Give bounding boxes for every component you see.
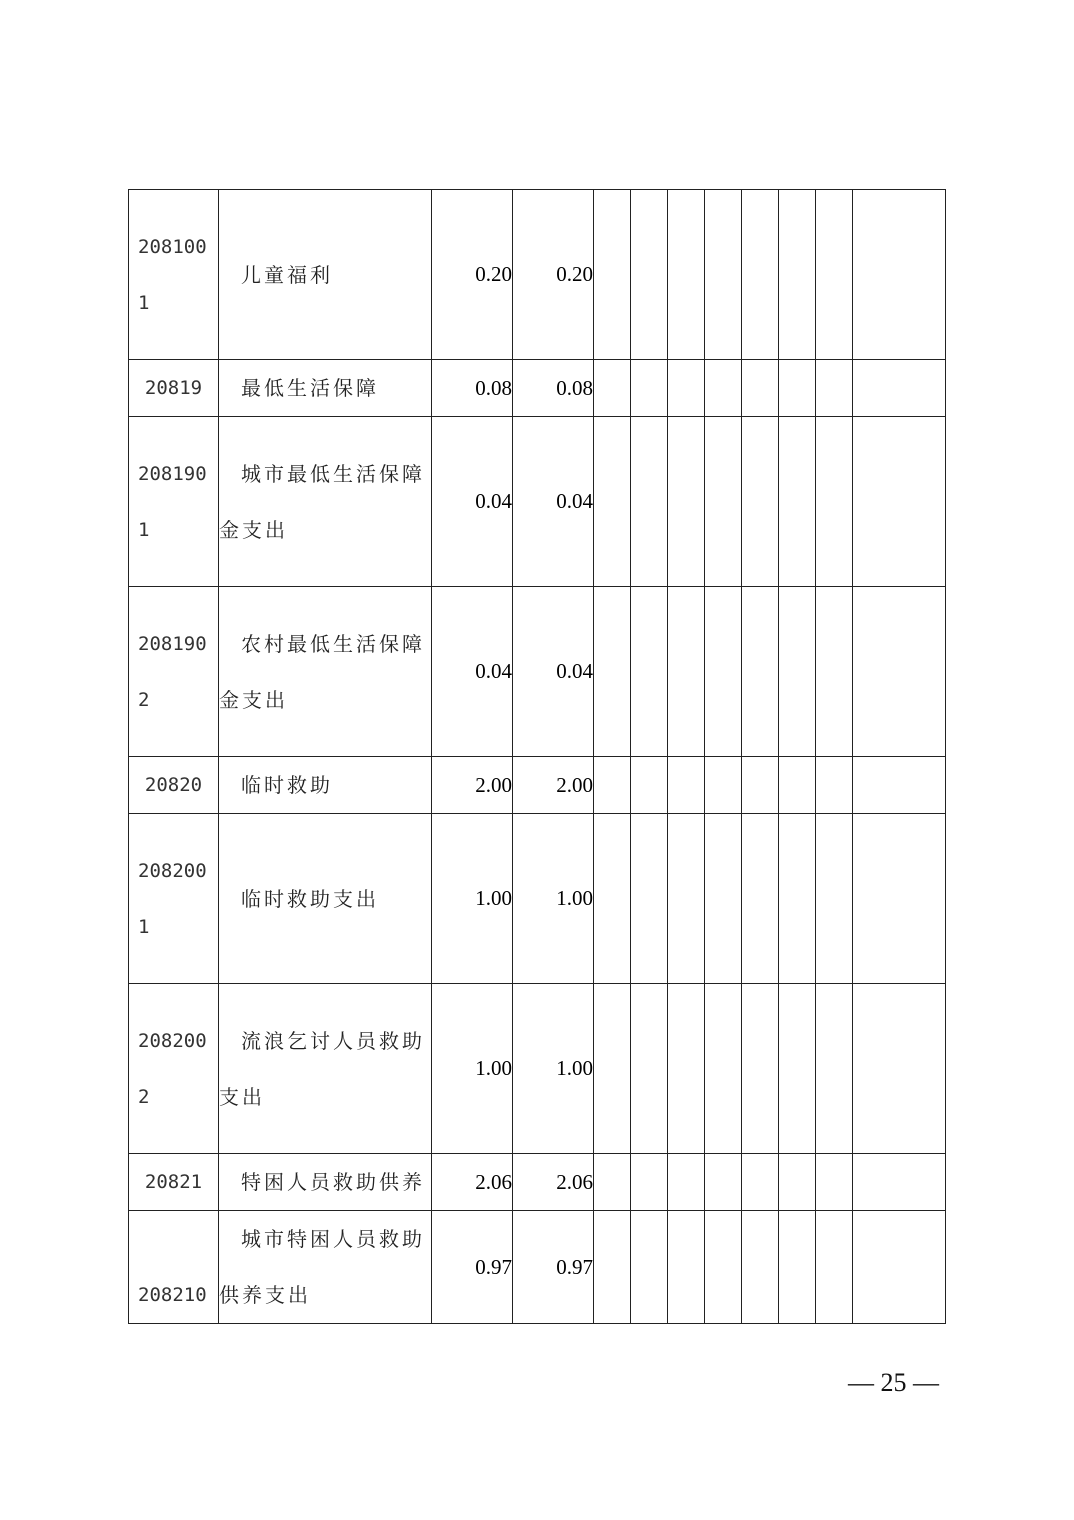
empty-cell — [853, 984, 946, 1154]
amount-basic: 0.04 — [513, 417, 594, 587]
empty-cell — [705, 984, 742, 1154]
empty-cell — [816, 1154, 853, 1211]
empty-cell — [631, 1154, 668, 1211]
empty-cell — [816, 814, 853, 984]
empty-cell — [853, 360, 946, 417]
empty-cell — [853, 757, 946, 814]
amount-total: 0.97 — [432, 1211, 513, 1324]
table-row — [129, 757, 946, 814]
empty-cell — [631, 417, 668, 587]
empty-cell — [594, 1154, 631, 1211]
empty-cell — [779, 757, 816, 814]
empty-cell — [705, 417, 742, 587]
empty-cell — [631, 190, 668, 360]
empty-cell — [668, 814, 705, 984]
subject-name: 儿童福利 — [219, 190, 432, 360]
empty-cell — [705, 190, 742, 360]
table-row — [129, 814, 946, 984]
amount-basic: 2.06 — [513, 1154, 594, 1211]
empty-cell — [594, 984, 631, 1154]
amount-basic: 0.20 — [513, 190, 594, 360]
empty-cell — [742, 190, 779, 360]
empty-cell — [668, 1211, 705, 1324]
amount-total: 2.00 — [432, 757, 513, 814]
subject-name: 城市特困人员救助供养支出 — [219, 1211, 432, 1324]
empty-cell — [853, 587, 946, 757]
empty-cell — [668, 587, 705, 757]
subject-code: 2082002 — [129, 984, 219, 1154]
empty-cell — [705, 1154, 742, 1211]
empty-cell — [779, 360, 816, 417]
table-row — [129, 1211, 946, 1324]
empty-cell — [816, 1211, 853, 1324]
amount-basic: 1.00 — [513, 984, 594, 1154]
amount-total: 0.08 — [432, 360, 513, 417]
amount-total: 1.00 — [432, 984, 513, 1154]
amount-basic: 0.04 — [513, 587, 594, 757]
empty-cell — [631, 757, 668, 814]
empty-cell — [816, 757, 853, 814]
empty-cell — [594, 190, 631, 360]
empty-cell — [668, 417, 705, 587]
table-row — [129, 360, 946, 417]
empty-cell — [853, 190, 946, 360]
subject-name: 城市最低生活保障金支出 — [219, 417, 432, 587]
empty-cell — [668, 757, 705, 814]
empty-cell — [594, 814, 631, 984]
table-row — [129, 190, 946, 360]
empty-cell — [742, 984, 779, 1154]
amount-basic: 1.00 — [513, 814, 594, 984]
empty-cell — [816, 417, 853, 587]
empty-cell — [631, 587, 668, 757]
subject-code: 20819 — [129, 360, 219, 417]
subject-name: 特困人员救助供养 — [219, 1154, 432, 1211]
budget-table — [128, 189, 946, 1324]
empty-cell — [594, 1211, 631, 1324]
empty-cell — [594, 360, 631, 417]
subject-name: 流浪乞讨人员救助支出 — [219, 984, 432, 1154]
empty-cell — [742, 757, 779, 814]
empty-cell — [816, 587, 853, 757]
empty-cell — [779, 417, 816, 587]
empty-cell — [853, 417, 946, 587]
table-row — [129, 587, 946, 757]
subject-name: 临时救助 — [219, 757, 432, 814]
empty-cell — [853, 1154, 946, 1211]
empty-cell — [779, 190, 816, 360]
subject-code: 20820 — [129, 757, 219, 814]
empty-cell — [668, 984, 705, 1154]
subject-name: 最低生活保障 — [219, 360, 432, 417]
empty-cell — [705, 814, 742, 984]
empty-cell — [705, 587, 742, 757]
empty-cell — [631, 984, 668, 1154]
amount-total: 0.20 — [432, 190, 513, 360]
table-row — [129, 984, 946, 1154]
amount-basic: 2.00 — [513, 757, 594, 814]
empty-cell — [742, 417, 779, 587]
empty-cell — [631, 814, 668, 984]
empty-cell — [779, 814, 816, 984]
empty-cell — [742, 360, 779, 417]
empty-cell — [779, 1154, 816, 1211]
empty-cell — [816, 190, 853, 360]
subject-code: 208210 — [129, 1211, 219, 1324]
empty-cell — [779, 587, 816, 757]
amount-total: 1.00 — [432, 814, 513, 984]
subject-name: 临时救助支出 — [219, 814, 432, 984]
subject-code: 2081001 — [129, 190, 219, 360]
subject-code: 2081901 — [129, 417, 219, 587]
empty-cell — [816, 984, 853, 1154]
table-row — [129, 1154, 946, 1211]
empty-cell — [594, 417, 631, 587]
empty-cell — [631, 1211, 668, 1324]
empty-cell — [594, 587, 631, 757]
empty-cell — [668, 360, 705, 417]
amount-basic: 0.08 — [513, 360, 594, 417]
empty-cell — [705, 360, 742, 417]
empty-cell — [742, 587, 779, 757]
empty-cell — [742, 814, 779, 984]
empty-cell — [742, 1154, 779, 1211]
amount-basic: 0.97 — [513, 1211, 594, 1324]
empty-cell — [779, 984, 816, 1154]
empty-cell — [853, 1211, 946, 1324]
amount-total: 0.04 — [432, 417, 513, 587]
empty-cell — [668, 190, 705, 360]
empty-cell — [705, 1211, 742, 1324]
empty-cell — [594, 757, 631, 814]
subject-code: 2081902 — [129, 587, 219, 757]
subject-name: 农村最低生活保障金支出 — [219, 587, 432, 757]
empty-cell — [668, 1154, 705, 1211]
amount-total: 2.06 — [432, 1154, 513, 1211]
empty-cell — [742, 1211, 779, 1324]
table-row — [129, 417, 946, 587]
empty-cell — [705, 757, 742, 814]
empty-cell — [816, 360, 853, 417]
empty-cell — [779, 1211, 816, 1324]
amount-total: 0.04 — [432, 587, 513, 757]
empty-cell — [853, 814, 946, 984]
subject-code: 2082001 — [129, 814, 219, 984]
page-number: — 25 — — [848, 1368, 939, 1397]
empty-cell — [631, 360, 668, 417]
subject-code: 20821 — [129, 1154, 219, 1211]
